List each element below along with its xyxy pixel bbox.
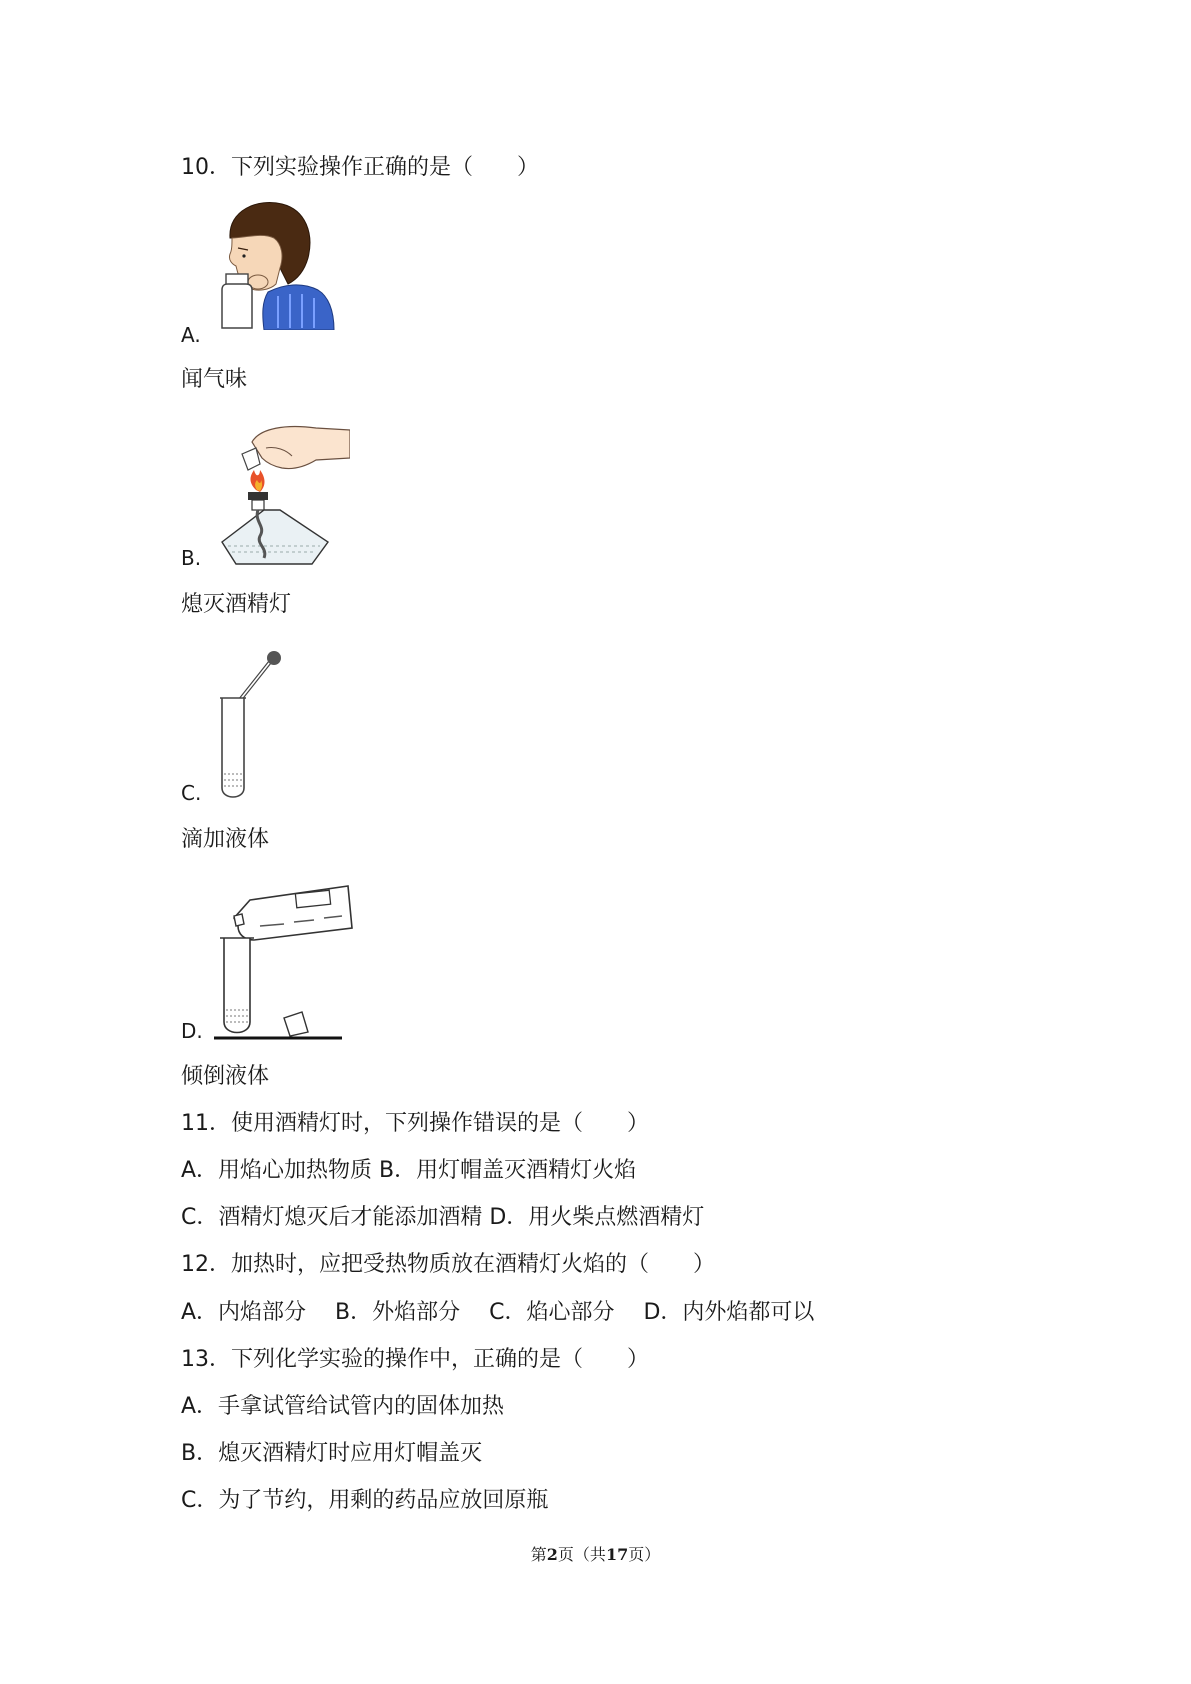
dropper-illustration (216, 648, 286, 800)
option-d-letter: D. (181, 1019, 203, 1043)
question-12-stem: 12．加热时，应把受热物质放在酒精灯火焰的（ ） (181, 1252, 715, 1277)
question-11-options-line1: A．用焰心加热物质 B．用灯帽盖灭酒精灯火焰 (181, 1158, 637, 1183)
alcohol-lamp-blowing-illustration (220, 418, 350, 568)
pouring-liquid-illustration (214, 882, 354, 1042)
option-b-caption: 熄灭酒精灯 (181, 592, 292, 617)
option-d-caption: 倾倒液体 (181, 1064, 270, 1089)
option-b-letter: B. (181, 546, 202, 570)
question-13-option-c: C．为了节约，用剩的药品应放回原瓶 (181, 1488, 549, 1513)
question-13-option-a: A．手拿试管给试管内的固体加热 (181, 1394, 505, 1419)
footer-suffix: 页） (628, 1545, 661, 1564)
footer-total-pages: 17 (605, 1545, 629, 1564)
question-11-options-line2: C．酒精灯熄灭后才能添加酒精 D．用火柴点燃酒精灯 (181, 1205, 705, 1230)
footer-prefix: 第 (530, 1545, 547, 1564)
question-11-stem: 11．使用酒精灯时，下列操作错误的是（ ） (181, 1111, 649, 1136)
question-12-options: A．内焰部分 B．外焰部分 C．焰心部分 D．内外焰都可以 (181, 1300, 815, 1325)
option-a-letter: A. (181, 323, 201, 347)
page-footer (0, 1544, 1191, 1566)
question-13-stem: 13．下列化学实验的操作中，正确的是（ ） (181, 1347, 649, 1372)
option-c-caption: 滴加液体 (181, 827, 270, 852)
smelling-illustration (218, 198, 336, 330)
option-a-caption: 闻气味 (181, 367, 248, 392)
question-10-stem: 10．下列实验操作正确的是（ ） (181, 155, 539, 180)
footer-middle: 页（共 (557, 1545, 606, 1564)
footer-page-number: 2 (546, 1545, 558, 1564)
question-13-option-b: B．熄灭酒精灯时应用灯帽盖灭 (181, 1441, 483, 1466)
option-c-letter: C. (181, 781, 202, 805)
